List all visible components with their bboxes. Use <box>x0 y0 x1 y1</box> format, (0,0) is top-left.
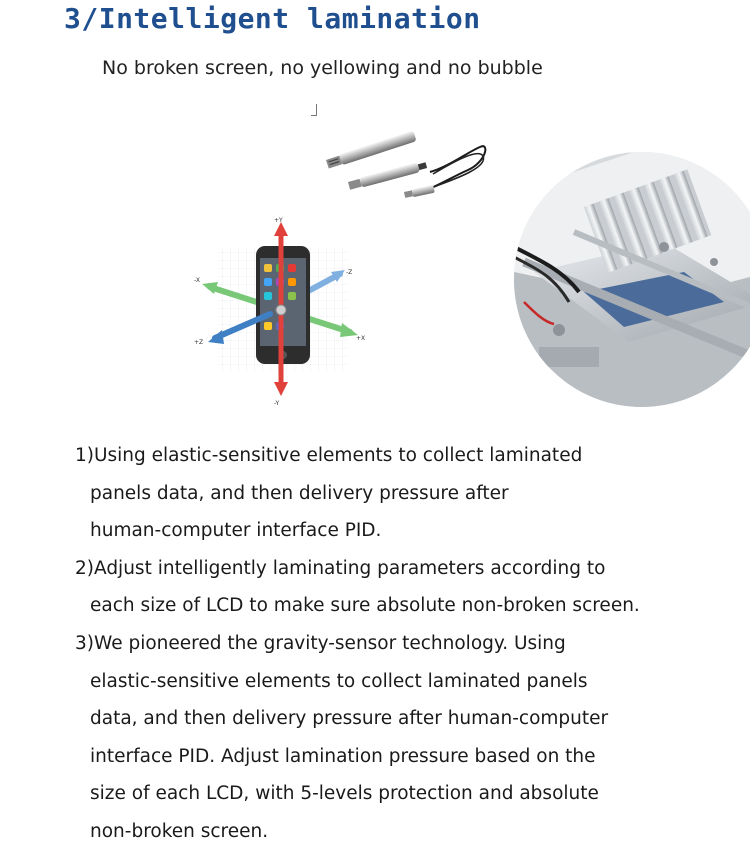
list-item-line: elastic-sensitive elements to collect laminated panels <box>90 670 588 692</box>
axis-label-neg-x: -X <box>194 277 200 284</box>
list-item-line: data, and then delivery pressure after human-computer <box>90 708 609 730</box>
list-item <box>75 437 745 550</box>
list-item-line: 2)Adjust intelligently laminating parameters according to <box>75 557 606 579</box>
sensor-probes-image <box>318 112 493 202</box>
lamination-machine-image <box>514 152 750 407</box>
axis-label-neg-z: -Z <box>346 269 353 276</box>
page-title: 3/Intelligent lamination <box>64 2 481 35</box>
list-item <box>75 550 745 625</box>
page-subtitle: No broken screen, no yellowing and no bubble <box>102 57 543 79</box>
axis-label-neg-y: -Y <box>274 400 280 407</box>
list-item-line: interface PID. Adjust lamination pressure based on the <box>90 745 596 767</box>
axis-label-pos-y: +Y <box>274 217 283 224</box>
list-item-line: 3)We pioneered the gravity-sensor technology. Using <box>75 632 566 654</box>
list-item <box>75 625 745 851</box>
list-item-line: human-computer interface PID. <box>90 520 382 542</box>
gravity-axes-phone-image <box>190 212 370 407</box>
corner-mark <box>311 104 317 116</box>
list-item-line: non-broken screen. <box>90 820 269 842</box>
axis-label-pos-z: +Z <box>194 339 204 346</box>
list-item-line: 1)Using elastic-sensitive elements to collect laminated <box>75 445 583 466</box>
list-item-line: size of each LCD, with 5-levels protection and absolute <box>90 783 599 805</box>
feature-list <box>75 437 745 851</box>
list-item-line: each size of LCD to make sure absolute non-broken screen. <box>90 595 640 617</box>
list-item-line: panels data, and then delivery pressure after <box>90 482 509 504</box>
axis-label-pos-x: +X <box>356 335 366 342</box>
